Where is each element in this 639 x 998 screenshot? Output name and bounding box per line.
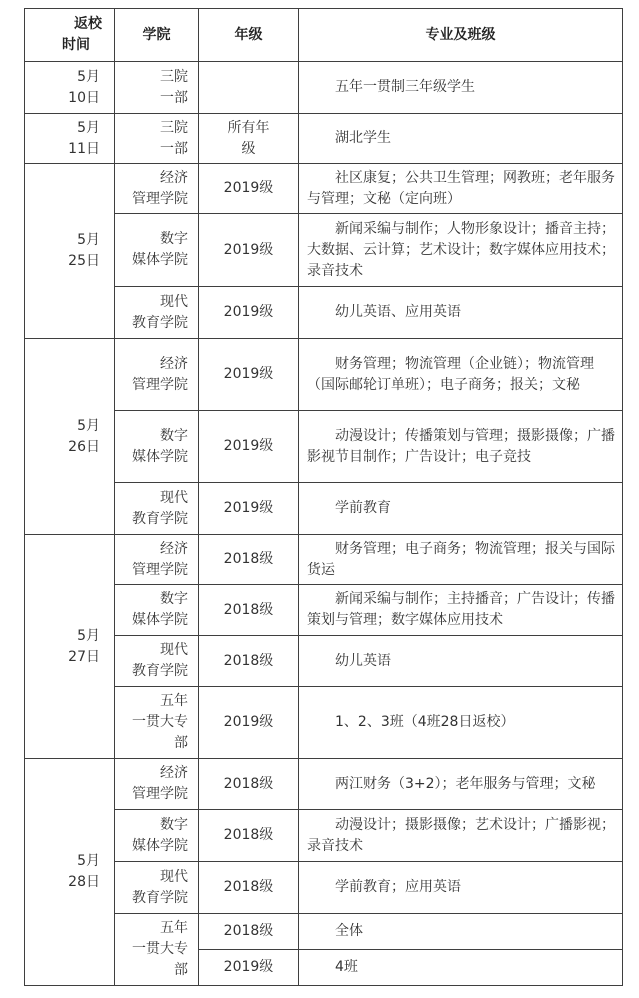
major-cell: 全体 — [299, 914, 623, 950]
major-cell: 两江财务（3+2）；老年服务与管理；文秘 — [299, 759, 623, 810]
header-row — [25, 9, 623, 62]
college-cell: 现代 教育学院 — [115, 287, 199, 339]
table-row — [25, 287, 623, 339]
grade-cell: 2019级 — [199, 339, 299, 411]
grade-cell: 2018级 — [199, 810, 299, 862]
table-row — [25, 214, 623, 287]
table-row — [25, 914, 623, 950]
header-major: 专业及班级 — [299, 9, 623, 62]
date-cell: 5月 11日 — [25, 114, 115, 164]
major-cell: 学前教育 — [299, 483, 623, 535]
grade-cell — [199, 62, 299, 114]
college-cell: 数字 媒体学院 — [115, 214, 199, 287]
college-cell: 经济 管理学院 — [115, 339, 199, 411]
date-cell: 5月 25日 — [25, 164, 115, 339]
table-row — [25, 114, 623, 164]
table-row — [25, 483, 623, 535]
grade-cell: 2019级 — [199, 411, 299, 483]
header-grade: 年级 — [199, 9, 299, 62]
date-cell: 5月 26日 — [25, 339, 115, 535]
grade-cell: 所有年 级 — [199, 114, 299, 164]
college-cell: 数字 媒体学院 — [115, 585, 199, 636]
grade-cell: 2019级 — [199, 287, 299, 339]
college-cell: 数字 媒体学院 — [115, 810, 199, 862]
table-row — [25, 339, 623, 411]
college-cell: 现代 教育学院 — [115, 862, 199, 914]
major-cell: 幼儿英语、应用英语 — [299, 287, 623, 339]
college-cell: 经济 管理学院 — [115, 759, 199, 810]
header-time: 返校 时间 — [25, 9, 115, 62]
major-cell: 社区康复；公共卫生管理；网教班；老年服务与管理；文秘（定向班） — [299, 164, 623, 214]
table-row — [25, 759, 623, 810]
grade-cell: 2018级 — [199, 759, 299, 810]
major-cell: 1、2、3班（4班28日返校） — [299, 687, 623, 759]
major-cell: 新闻采编与制作；主持播音；广告设计；传播策划与管理；数字媒体应用技术 — [299, 585, 623, 636]
grade-cell: 2019级 — [199, 483, 299, 535]
header-college: 学院 — [115, 9, 199, 62]
major-cell: 幼儿英语 — [299, 636, 623, 687]
date-cell: 5月 27日 — [25, 535, 115, 759]
table-row — [25, 585, 623, 636]
major-cell: 财务管理；电子商务；物流管理；报关与国际货运 — [299, 535, 623, 585]
table-row — [25, 636, 623, 687]
table-row — [25, 862, 623, 914]
grade-cell: 2019级 — [199, 164, 299, 214]
major-cell: 湖北学生 — [299, 114, 623, 164]
college-cell: 数字 媒体学院 — [115, 411, 199, 483]
grade-cell: 2019级 — [199, 950, 299, 986]
college-cell: 现代 教育学院 — [115, 483, 199, 535]
date-cell: 5月 10日 — [25, 62, 115, 114]
grade-cell: 2018级 — [199, 636, 299, 687]
college-cell: 五年 一贯大专 部 — [115, 687, 199, 759]
table-row — [25, 535, 623, 585]
grade-cell: 2019级 — [199, 687, 299, 759]
college-cell: 经济 管理学院 — [115, 164, 199, 214]
grade-cell: 2019级 — [199, 214, 299, 287]
college-cell: 五年 一贯大专 部 — [115, 914, 199, 986]
grade-cell: 2018级 — [199, 914, 299, 950]
grade-cell: 2018级 — [199, 535, 299, 585]
major-cell: 财务管理；物流管理（企业链）；物流管理（国际邮轮订单班）；电子商务；报关；文秘 — [299, 339, 623, 411]
major-cell: 动漫设计；摄影摄像；艺术设计；广播影视；录音技术 — [299, 810, 623, 862]
college-cell: 三院 一部 — [115, 114, 199, 164]
schedule-table — [24, 8, 623, 986]
major-cell: 五年一贯制三年级学生 — [299, 62, 623, 114]
table-row — [25, 687, 623, 759]
major-cell: 4班 — [299, 950, 623, 986]
major-cell: 动漫设计；传播策划与管理；摄影摄像；广播影视节目制作；广告设计；电子竞技 — [299, 411, 623, 483]
college-cell: 三院 一部 — [115, 62, 199, 114]
grade-cell: 2018级 — [199, 862, 299, 914]
major-cell: 学前教育；应用英语 — [299, 862, 623, 914]
table-row — [25, 62, 623, 114]
table-row — [25, 164, 623, 214]
table-row — [25, 411, 623, 483]
table-row — [25, 810, 623, 862]
grade-cell: 2018级 — [199, 585, 299, 636]
major-cell: 新闻采编与制作；人物形象设计；播音主持；大数据、云计算；艺术设计；数字媒体应用技术；录音技术 — [299, 214, 623, 287]
date-cell: 5月 28日 — [25, 759, 115, 986]
college-cell: 经济 管理学院 — [115, 535, 199, 585]
college-cell: 现代 教育学院 — [115, 636, 199, 687]
